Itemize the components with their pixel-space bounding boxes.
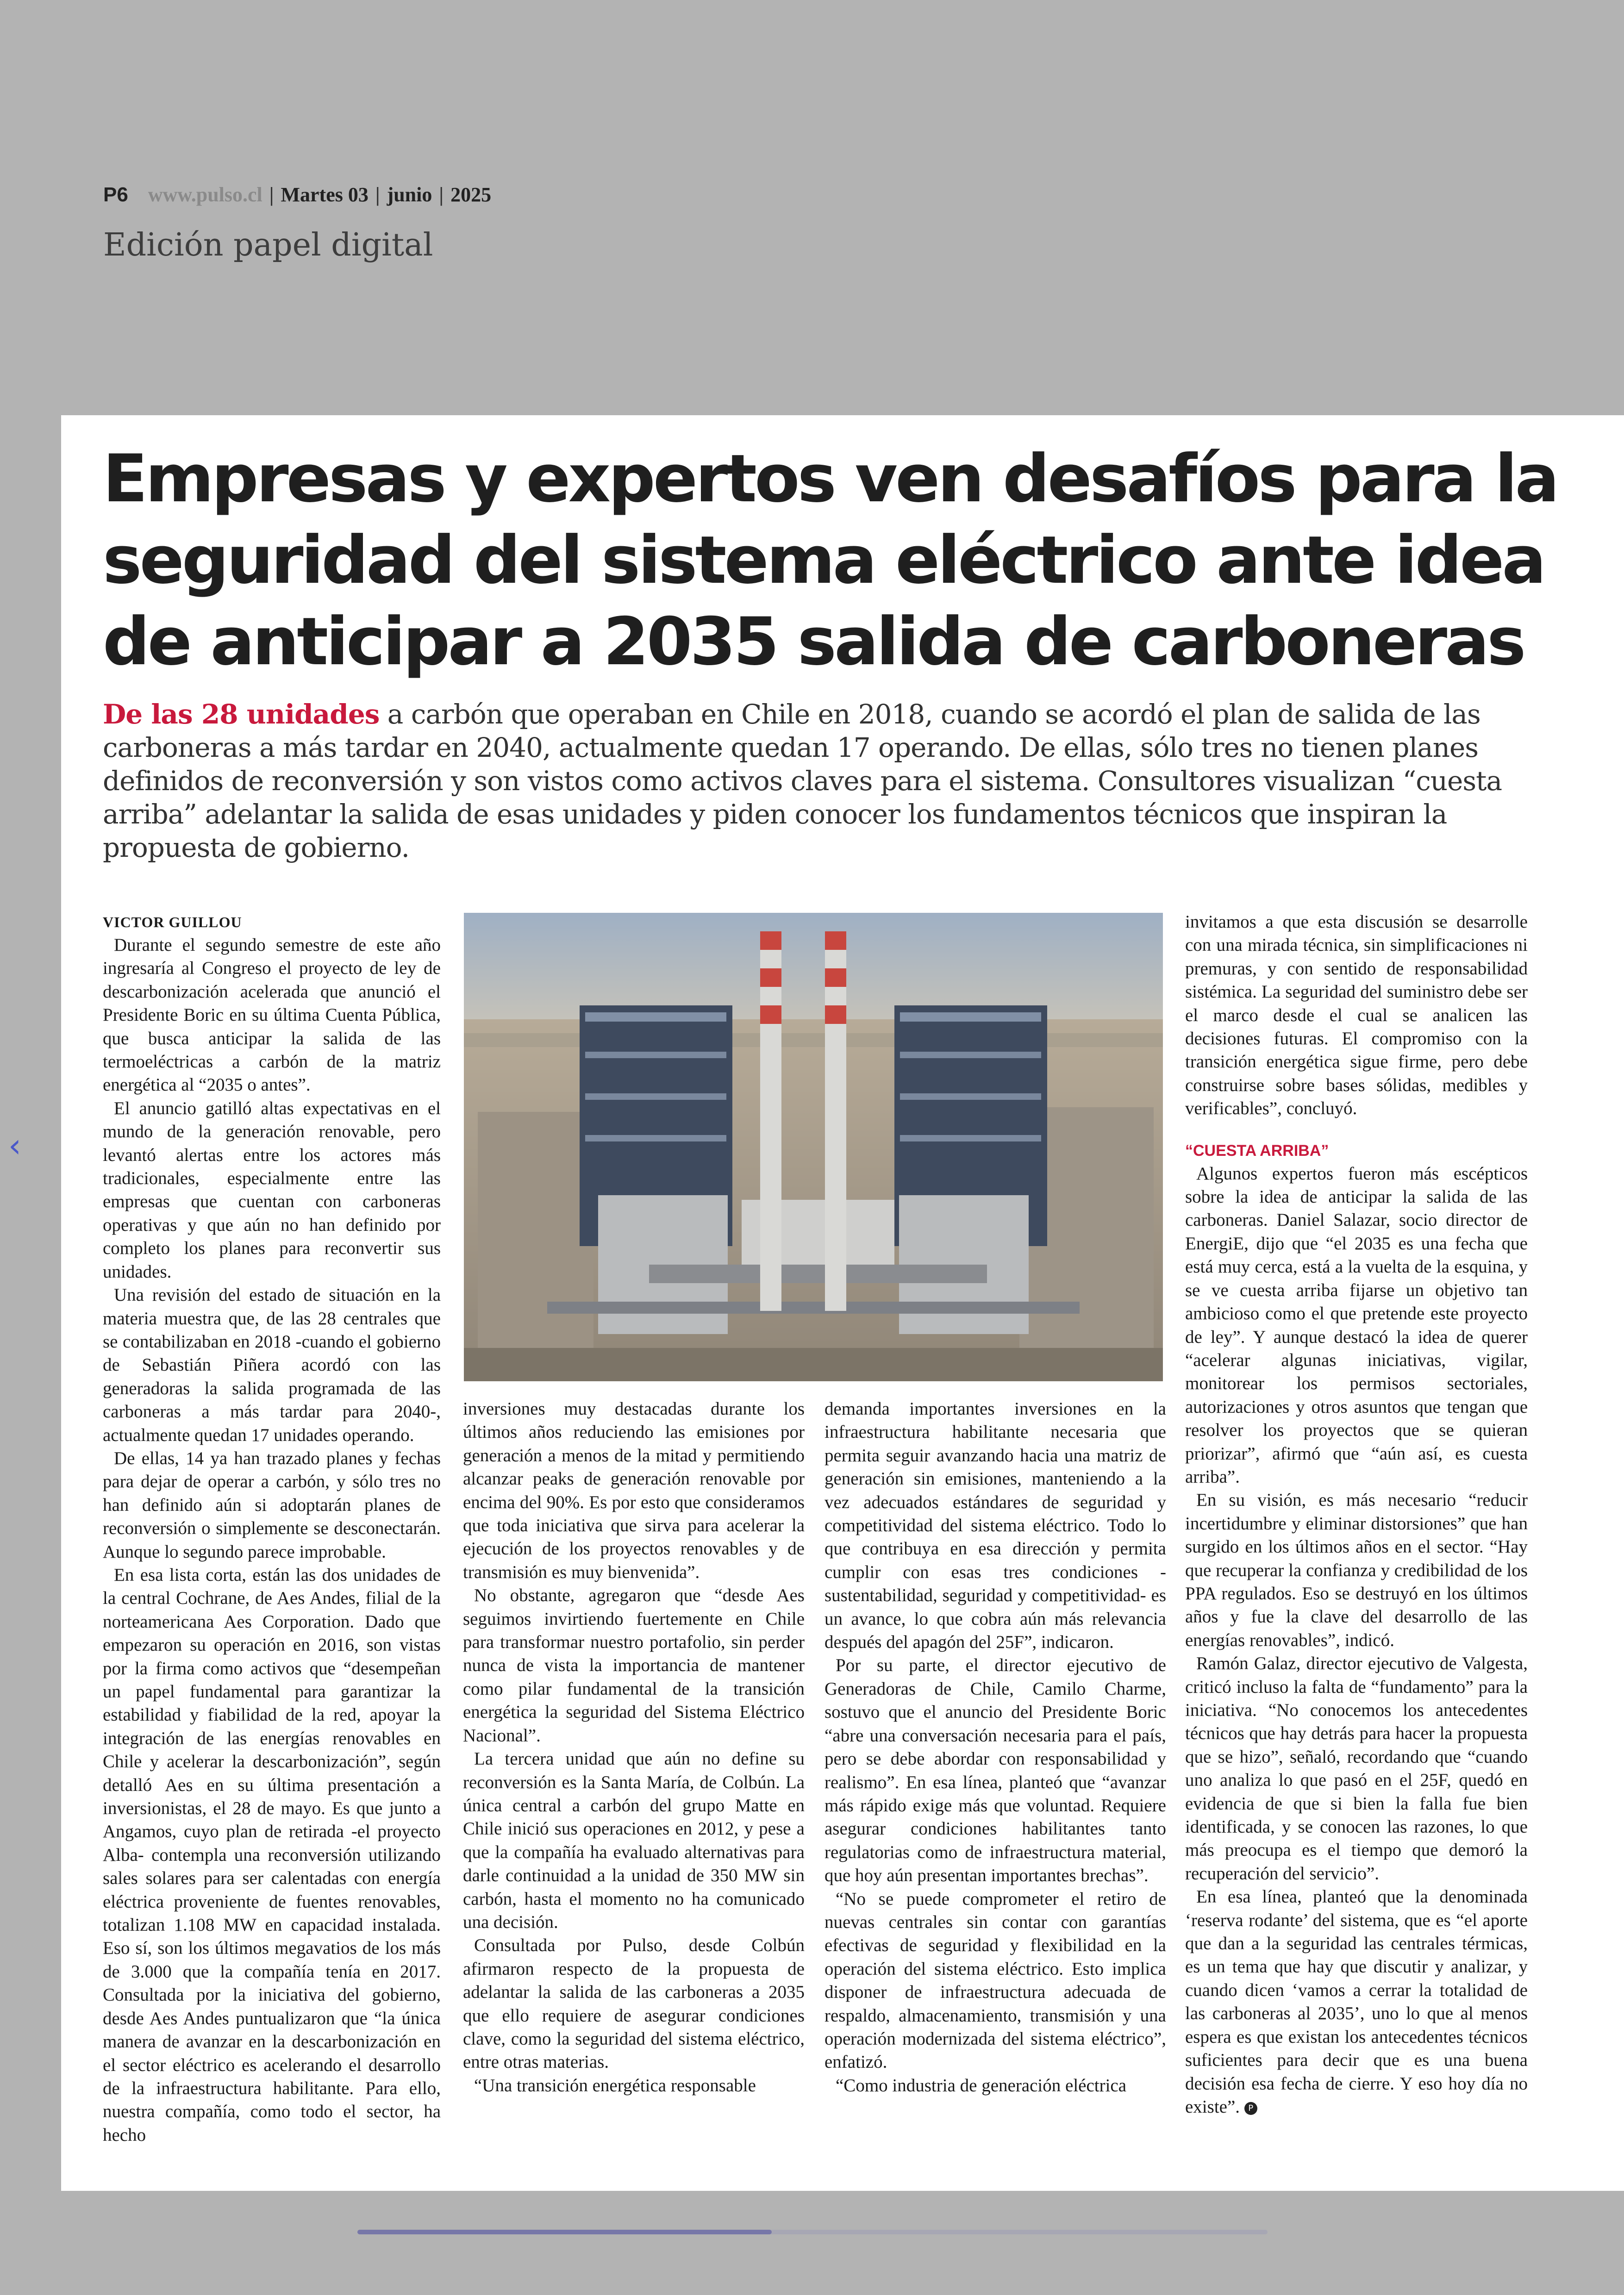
- paragraph: “No se puede comprometer el retiro de nuevas centrales sin contar con garantías efectivas de seguridad y flexibilidad en la operación del sistema eléctrico. Esto implica disponer de infraestructura adecuada de respaldo, almacenamiento, transmisión y una operación modernizada del sistema eléctrico”, enfatizó.: [824, 1889, 1166, 2072]
- site-url: www.pulso.cl: [148, 183, 262, 206]
- page-number: P6: [103, 183, 128, 206]
- section-subhead: “CUESTA ARRIBA”: [1185, 1141, 1329, 1160]
- lead-text: a carbón que operaban en Chile en 2018, cuando se acordó el plan de salida de las carboneras a más tardar en 2040, actualmente quedan 17 operando. De ellas, sólo tres no tienen planes definidos de reconversión y son vistos como activos claves para el sistema. Consultores visualizan “cuesta arriba” adelantar la salida de esas unidades y piden conocer los fundamentos técnicos que inspiran la propuesta de gobierno.: [103, 698, 1502, 863]
- paragraph: La tercera unidad que aún no define su reconversión es la Santa María, de Colbún. La única central a carbón del grupo Matte en Chile inició sus operaciones en 2012, y pese a que la compañía ha evaluado alternativas para darle continuidad a la unidad de 350 MW sin carbón, hasta el momento no ha comunicado una decisión.: [463, 1749, 805, 1932]
- paragraph: Consultada por Pulso, desde Colbún afirmaron respecto de la propuesta de adelantar la salida de las carboneras a 2035 que ello requiere de asegurar condiciones clave, como la seguridad del sistema eléctrico, entre otras materias.: [463, 1935, 805, 2072]
- paragraph: “Una transición energética responsable: [474, 2075, 756, 2095]
- article-column-2: [463, 1397, 805, 2097]
- scrollbar-thumb[interactable]: [357, 2230, 772, 2234]
- paragraph-text: En esa línea, planteó que la denominada ‘reserva rodante’ del sistema, que es “el aporte que dan a la seguridad las centrales térmicas, es un tema que hay que discutir y analizar, y cuando dicen ‘vamos a cerrar la totalidad de las carboneras al 2035’, uno lo que al menos espera es que existan los antecedentes técnicos suficientes para decir que es una buena decisión esa fecha de cierre. Y eso hoy día no existe”.: [1185, 1887, 1528, 2117]
- paragraph: Una revisión del estado de situación en la materia muestra que, de las 28 centrales que se contabilizaban en 2018 -cuando el gobierno de Sebastián Piñera acordó con las generadoras la salida programada de las carboneras a más tardar para 2040-, actualmente quedan 17 unidades operando.: [103, 1285, 441, 1445]
- article-lead: [103, 698, 1519, 864]
- end-mark-icon: P: [1244, 2102, 1257, 2115]
- date-month: junio: [387, 183, 432, 206]
- date-weekday: Martes 03: [281, 183, 369, 206]
- article-headline: Empresas y expertos ven desafíos para la seguridad del sistema eléctrico ante idea de anticipar a 2035 salida de carboneras: [103, 441, 1557, 680]
- paragraph: En esa lista corta, están las dos unidades de la central Cochrane, de Aes Andes, filial de la norteamericana Aes Corporation. Dado que empezaron su operación en 2016, son vistas por la firma como activos que “desempeñan un papel fundamental para garantizar la estabilidad y fiabilidad de la red, apoyar la integración de las energías renovables en Chile y acelerar la descarbonización”, según detalló Aes en su última presentación a inversionistas, el 28 de mayo. Es que junto a Angamos, cuyo plan de retirada -el proyecto Alba- contempla una reconversión utilizando sales solares para ser calentadas con energía eléctrica proveniente de fuentes renovables, totalizan 1.108 MW en capacidad instalada. Eso sí, son los últimos megavatios de los más de 3.000 que la compañía tenía en 2017. Consultada por la iniciativa del gobierno, desde Aes Andes puntualizaron que “la única manera de avanzar en la descarbonización en el sector eléctrico es acelerando el desarrollo de la infraestructura habilitante. Para ello, nuestra compañía, como todo el sector, ha hecho: [103, 1565, 441, 2145]
- paragraph: Por su parte, el director ejecutivo de Generadoras de Chile, Camilo Charme, sostuvo que el anuncio del Presidente Boric “abre una conversación necesaria para el país, pero se debe abordar con responsabilidad y realismo”. En esa línea, planteó que “avanzar más rápido exige más que voluntad. Requiere asegurar condiciones habilitantes tanto regulatorias como de infraestructura material, que hoy aún presentan importantes brechas”.: [824, 1655, 1166, 1886]
- paragraph: inversiones muy destacadas durante los últimos años reduciendo las emisiones por generación a menos de la mitad y permitiendo alcanzar peaks de generación renovable por encima del 90%. Es por esto que consideramos que toda iniciativa que sirva para acelerar la ejecución de los proyectos renovables y de transmisión es muy bienvenida”.: [463, 1399, 805, 1582]
- prev-page-chevron-left-icon[interactable]: ‹: [8, 1127, 21, 1165]
- page-header: [103, 183, 491, 206]
- date-year: 2025: [450, 183, 492, 206]
- paragraph: “Como industria de generación eléctrica: [836, 2075, 1127, 2095]
- paragraph: El anuncio gatilló altas expectativas en el mundo de la generación renovable, pero levantó alertas entre los actores más tradicionales, especialmente entre las empresas que cuentan con carboneras operativas y que aún no han definido por completo los planes para reconvertir sus unidades.: [103, 1098, 441, 1282]
- newspaper-page: [61, 415, 1624, 2191]
- article-column-3: [824, 1397, 1166, 2097]
- separator: |: [439, 183, 444, 206]
- paragraph: [1185, 1885, 1528, 2119]
- separator: |: [269, 183, 274, 206]
- power-plant-photo: [464, 913, 1163, 1381]
- article-column-1: [103, 911, 441, 2147]
- paragraph: Durante el segundo semestre de este año ingresaría al Congreso el proyecto de ley de descarbonización acelerada que anunció el Presidente Boric en su última Cuenta Pública, que busca anticipar la salida de las termoeléctricas a carbón de la matriz energética al “2035 o antes”.: [103, 935, 441, 1095]
- lead-highlight: De las 28 unidades: [103, 698, 380, 730]
- paragraph: invitamos a que esta discusión se desarrolle con una mirada técnica, sin simplificaciones ni premuras, y con sentido de responsabilidad sistémica. La seguridad del suministro debe ser el marco desde el cual se analicen las decisiones futuras. El compromiso con la transición energética sigue firme, pero debe construirse sobre bases sólidas, medibles y verificables”, concluyó.: [1185, 912, 1528, 1119]
- horizontal-scrollbar[interactable]: [357, 2230, 1268, 2234]
- separator: |: [375, 183, 380, 206]
- paragraph: En su visión, es más necesario “reducir incertidumbre y eliminar distorsiones” que han surgido en los últimos años en el sector. “Hay que recuperar la confianza y credibilidad de los PPA regulados. Eso se destruyó en los últimos años y fue la clave del desarrollo de las energías renovables”, indicó.: [1185, 1490, 1528, 1650]
- byline: VICTOR GUILLOU: [103, 914, 242, 930]
- paragraph: No obstante, agregaron que “desde Aes seguimos invirtiendo fuertemente en Chile para transformar nuestro portafolio, sin perder nunca de vista la importancia de mantener como pilar fundamental de la transición energética la seguridad del Sistema Eléctrico Nacional”.: [463, 1585, 805, 1746]
- edition-label: Edición papel digital: [103, 227, 433, 263]
- article-column-4: [1185, 911, 1528, 2119]
- paragraph: Ramón Galaz, director ejecutivo de Valgesta, criticó incluso la falta de “fundamento” para la iniciativa. “No conocemos los antecedentes técnicos que hay detrás para hacer la propuesta que se hizo”, señaló, recordando que “cuando uno analiza lo que pasó en el 25F, quedó en evidencia de que si bien la falla fue bien identificada, y se conocen las razones, lo que más preocupa es el tiempo que demoró la recuperación del servicio”.: [1185, 1653, 1528, 1883]
- paragraph: demanda importantes inversiones en la infraestructura habilitante necesaria que permita seguir avanzando hacia una matriz de generación sin emisiones, manteniendo a la vez adecuados estándares de seguridad y competitividad del sistema eléctrico. Todo lo que contribuya en esa dirección y permita cumplir con esas tres condiciones -sustentabilidad, seguridad y competitividad- es un avance, lo que cobra aún más relevancia después del apagón del 25F”, indicaron.: [824, 1399, 1166, 1653]
- paragraph: Algunos expertos fueron más escépticos sobre la idea de anticipar la salida de las carboneras. Daniel Salazar, socio director de EnergiE, dijo que “el 2035 es una fecha que está muy cerca, está a la vuelta de la esquina, y se ve cuesta arriba fijarse un objetivo tan ambicioso como el que pretende este proyecto de ley”. Y aunque destacó la idea de querer “acelerar algunas iniciativas, vigilar, monitorear los permisos sectoriales, autorizaciones y otros asuntos que tengan que resolver los proyectos que se quieran priorizar”, afirmó que “aún así, es cuesta arriba”.: [1185, 1163, 1528, 1487]
- power-plant-illustration: [464, 913, 1163, 1381]
- paragraph: De ellas, 14 ya han trazado planes y fechas para dejar de operar a carbón, y sólo tres no han definido aún si adoptarán planes de reconversión o simplemente se desconectarán. Aunque lo segundo parece improbable.: [103, 1448, 441, 1562]
